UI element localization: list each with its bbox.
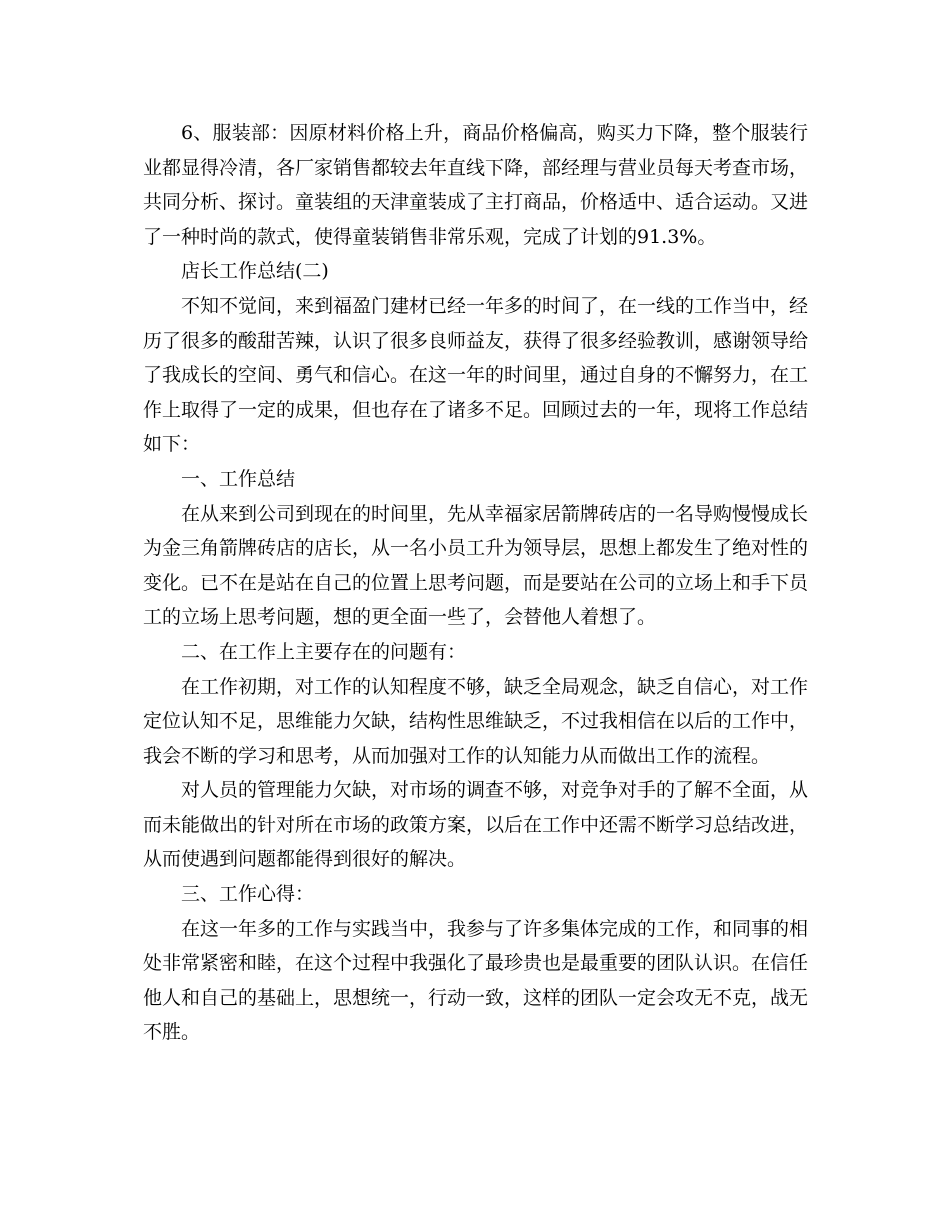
paragraph-problem-1: 在工作初期，对工作的认知程度不够，缺乏全局观念，缺乏自信心，对工作定位认知不足，思维能力欠缺，结构性思维缺乏，不过我相信在以后的工作中，我会不断的学习和思考，从而加强对工作的认知能力从而做出工作的流程。 [143, 675, 809, 767]
paragraph-problem-2: 对人员的管理能力欠缺，对市场的调查不够，对竞争对手的了解不全面，从而未能做出的针对所在市场的政策方案，以后在工作中还需不断学习总结改进，从而使遇到问题都能得到很好的解决。 [143, 779, 809, 871]
paragraph-introduction: 不知不觉间，来到福盈门建材已经一年多的时间了，在一线的工作当中，经历了很多的酸甜苦辣，认识了很多良师益友，获得了很多经验教训，感谢领导给了我成长的空间、勇气和信心。在这一年的时间里，通过自身的不懈努力，在工作上取得了一定的成果，但也存在了诸多不足。回顾过去的一年，现将工作总结如下： [143, 294, 809, 456]
heading-existing-problems: 二、在工作上主要存在的问题有： [181, 640, 467, 663]
paragraph-work-experience: 在这一年多的工作与实践当中，我参与了许多集体完成的工作，和同事的相处非常紧密和睦，在这个过程中我强化了最珍贵也是最重要的团队认识。在信任他人和自己的基础上，思想统一，行动一致，这样的团队一定会攻无不克，战无不胜。 [143, 917, 809, 1044]
document-body [143, 116, 808, 1050]
paragraph-work-summary: 在从来到公司到现在的时间里，先从幸福家居箭牌砖店的一名导购慢慢成长为金三角箭牌砖店的店长，从一名小员工升为领导层，思想上都发生了绝对性的变化。已不在是站在自己的位置上思考问题，而是要站在公司的立场上和手下员工的立场上思考问题，想的更全面一些了，会替他人着想了。 [143, 502, 809, 629]
paragraph-clothing-department: 6、服装部：因原材料价格上升，商品价格偏高，购买力下降，整个服装行业都显得冷清，各厂家销售都较去年直线下降，部经理与营业员每天考查市场，共同分析、探讨。童装组的天津童装成了主打商品，价格适中、适合运动。又进了一种时尚的款式，使得童装销售非常乐观，完成了计划的91.3%。 [143, 122, 809, 248]
heading-work-experience: 三、工作心得： [181, 883, 315, 906]
heading-work-summary: 一、工作总结 [181, 467, 296, 490]
section-title-store-manager-summary-2: 店长工作总结(二) [181, 260, 329, 283]
